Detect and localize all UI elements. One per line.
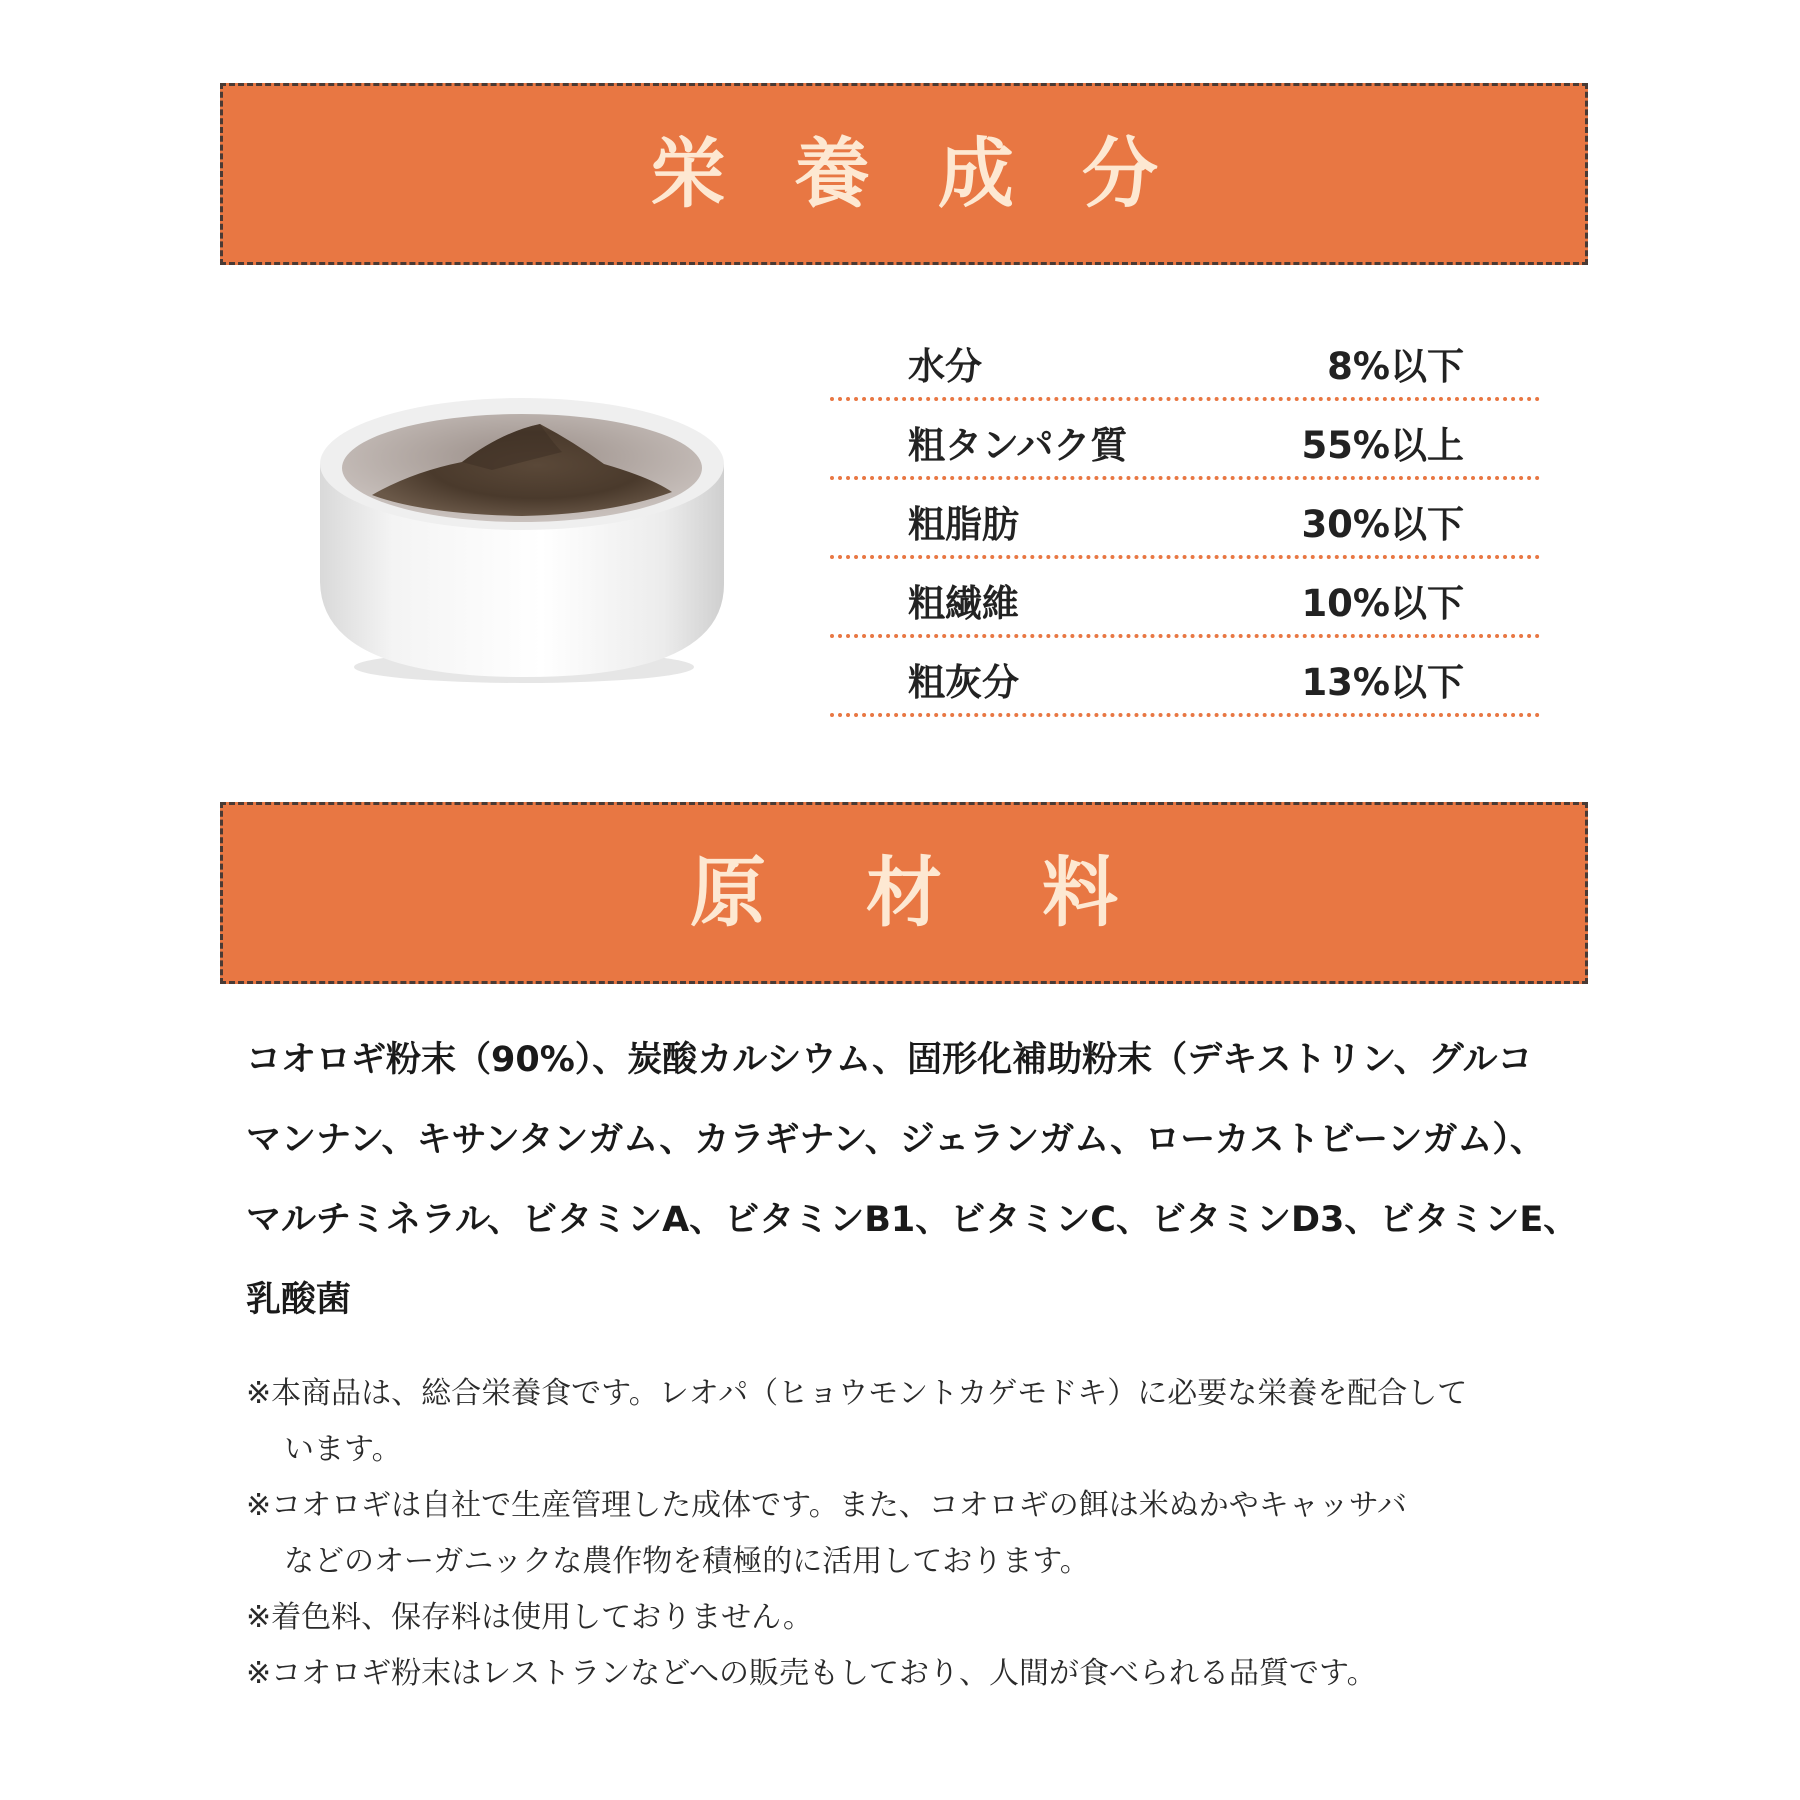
nutrition-row — [830, 401, 1540, 480]
note-line: ※本商品は、総合栄養食です。レオパ（ヒョウモントカゲモドキ）に必要な栄養を配合して — [246, 1376, 1468, 1411]
note-line: ※着色料、保存料は使用しておりません。 — [246, 1600, 813, 1635]
title-char: 分 — [1082, 129, 1158, 218]
nutrient-name: 粗繊維 — [908, 582, 1019, 625]
powder-bowl-image — [312, 392, 732, 692]
title-char: 養 — [794, 129, 870, 218]
note-line: います。 — [284, 1432, 402, 1467]
note-line: ※コオロギは自社で生産管理した成体です。また、コオロギの餌は米ぬかやキャッサバ — [246, 1488, 1407, 1523]
nutrient-name: 粗脂肪 — [908, 503, 1019, 546]
nutrition-header-banner — [220, 83, 1588, 265]
note-item — [246, 1590, 1576, 1646]
nutrient-value: 30%以下 — [1301, 503, 1464, 546]
ingredients-header-banner — [220, 802, 1588, 984]
nutrition-table — [830, 322, 1540, 717]
title-char: 栄 — [650, 129, 726, 218]
ingredients-line: マルチミネラル、ビタミンA、ビタミンB1、ビタミンC、ビタミンD3、ビタミンE、 — [246, 1200, 1579, 1240]
nutrition-title — [616, 129, 1192, 218]
title-char: 料 — [1042, 848, 1118, 937]
ingredients-line: コオロギ粉末（90%）、炭酸カルシウム、固形化補助粉末（デキストリン、グルコ — [246, 1040, 1533, 1080]
note-line: などのオーガニックな農作物を積極的に活用しております。 — [284, 1544, 1090, 1579]
nutrition-row — [830, 638, 1540, 717]
ingredients-line: 乳酸菌 — [246, 1280, 352, 1320]
nutrient-value: 55%以上 — [1301, 424, 1464, 467]
nutrient-value: 13%以下 — [1301, 661, 1464, 704]
note-line: ※コオロギ粉末はレストランなどへの販売もしており、人間が食べられる品質です。 — [246, 1656, 1377, 1691]
note-item — [246, 1478, 1576, 1590]
nutrition-row — [830, 480, 1540, 559]
nutrient-value: 8%以下 — [1327, 345, 1464, 388]
nutrient-name: 水分 — [908, 345, 982, 388]
product-notes — [246, 1366, 1576, 1702]
title-char: 原 — [690, 848, 766, 937]
title-char: 材 — [866, 848, 942, 937]
nutrition-row — [830, 322, 1540, 401]
nutrition-row — [830, 559, 1540, 638]
note-item — [246, 1646, 1576, 1702]
nutrient-name: 粗灰分 — [908, 661, 1019, 704]
title-char: 成 — [938, 129, 1014, 218]
ingredients-line: マンナン、キサンタンガム、カラギナン、ジェランガム、ローカストビーンガム）、 — [246, 1120, 1545, 1160]
note-item — [246, 1366, 1576, 1478]
nutrient-value: 10%以下 — [1301, 582, 1464, 625]
nutrient-name: 粗タンパク質 — [908, 424, 1128, 467]
ingredients-list — [246, 1020, 1579, 1340]
ingredients-title — [640, 848, 1168, 937]
